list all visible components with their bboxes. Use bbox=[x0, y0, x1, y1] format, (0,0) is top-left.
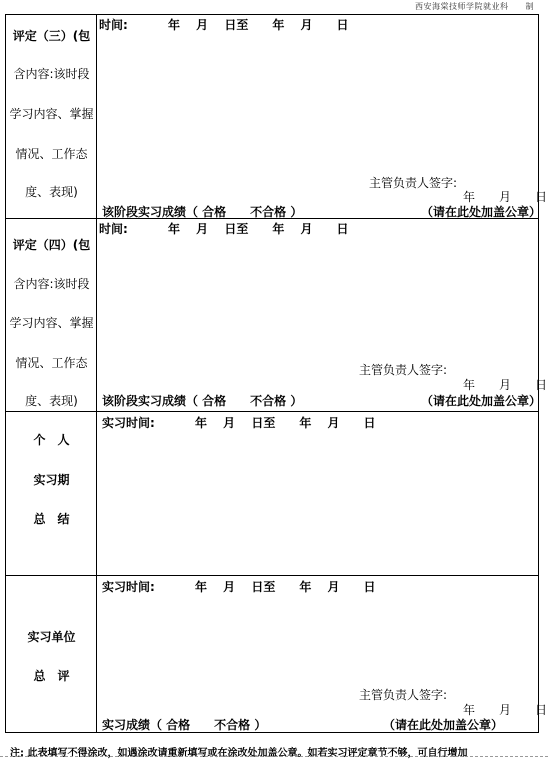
eval4-label-line-4: 情况、工作态 bbox=[15, 356, 88, 370]
eval4-stamp-note: （请在此处加盖公章） bbox=[421, 394, 542, 408]
eval3-label-line-1: 评定（三）(包 bbox=[12, 29, 91, 43]
eval4-label-cell bbox=[6, 219, 97, 411]
eval3-label-line-4: 情况、工作态 bbox=[15, 147, 88, 161]
eval4-label-line-3: 学习内容、掌握 bbox=[9, 316, 94, 330]
unit-row bbox=[6, 576, 548, 732]
footer-note: 注: 此表填写不得涂改，如遇涂改请重新填写或在涂改处加盖公章。如若实习评定章节不够，可自行增加 bbox=[10, 748, 468, 759]
eval3-label-line-3: 学习内容、掌握 bbox=[9, 107, 94, 121]
eval3-supervisor-signature-label: 主管负责人签字: bbox=[369, 176, 458, 190]
unit-internship-result: 实习成绩（ 合格 不合格 ） bbox=[102, 718, 267, 732]
eval3-time-line: 时间: 年 月 日至 年 月 日 bbox=[99, 18, 349, 32]
eval3-stage-result: 该阶段实习成绩（ 合格 不合格 ） bbox=[102, 205, 303, 219]
eval4-signature-date: 年 月 日 bbox=[463, 378, 548, 392]
eval4-time-line: 时间: 年 月 日至 年 月 日 bbox=[99, 222, 349, 236]
page-cut-line bbox=[0, 756, 548, 757]
unit-supervisor-signature-label: 主管负责人签字: bbox=[359, 688, 448, 702]
eval4-label-line-2: 含内容:该时段 bbox=[13, 277, 90, 291]
summary-time-line: 实习时间: 年 月 日至 年 月 日 bbox=[102, 416, 376, 430]
header-institution-text: 西安海棠技师学院就业科 制 bbox=[415, 2, 534, 11]
unit-content-cell[interactable] bbox=[97, 576, 548, 732]
eval4-content-cell[interactable] bbox=[97, 219, 548, 411]
eval4-label-line-1: 评定（四）(包 bbox=[12, 238, 91, 252]
unit-label-cell bbox=[6, 576, 97, 732]
unit-label-line-2: 总 评 bbox=[33, 669, 70, 683]
summary-row bbox=[6, 412, 538, 576]
eval4-label-line-5: 度、表现) bbox=[25, 394, 78, 408]
internship-evaluation-table bbox=[5, 14, 548, 733]
eval4-stage-result: 该阶段实习成绩（ 合格 不合格 ） bbox=[102, 394, 303, 408]
summary-content-cell[interactable] bbox=[97, 412, 538, 575]
unit-stamp-note: （请在此处加盖公章） bbox=[383, 718, 504, 732]
unit-time-line: 实习时间: 年 月 日至 年 月 日 bbox=[102, 580, 376, 594]
eval3-label-cell bbox=[6, 15, 97, 218]
eval4-supervisor-signature-label: 主管负责人签字: bbox=[359, 363, 448, 377]
summary-label-line-1: 个 人 bbox=[33, 433, 70, 447]
unit-label-line-1: 实习单位 bbox=[27, 630, 76, 644]
summary-label-cell bbox=[6, 412, 97, 575]
eval3-content-cell[interactable] bbox=[97, 15, 548, 219]
summary-label-line-2: 实习期 bbox=[33, 473, 70, 487]
eval3-row bbox=[6, 15, 548, 219]
eval3-signature-date: 年 月 日 bbox=[463, 190, 548, 204]
eval3-label-line-2: 含内容:该时段 bbox=[13, 67, 90, 81]
summary-label-line-3: 总 结 bbox=[33, 512, 70, 526]
eval3-label-line-5: 度、表现) bbox=[25, 185, 78, 199]
eval3-stamp-note: （请在此处加盖公章） bbox=[421, 205, 542, 219]
eval4-row bbox=[6, 219, 548, 412]
unit-signature-date: 年 月 日 bbox=[463, 703, 548, 717]
